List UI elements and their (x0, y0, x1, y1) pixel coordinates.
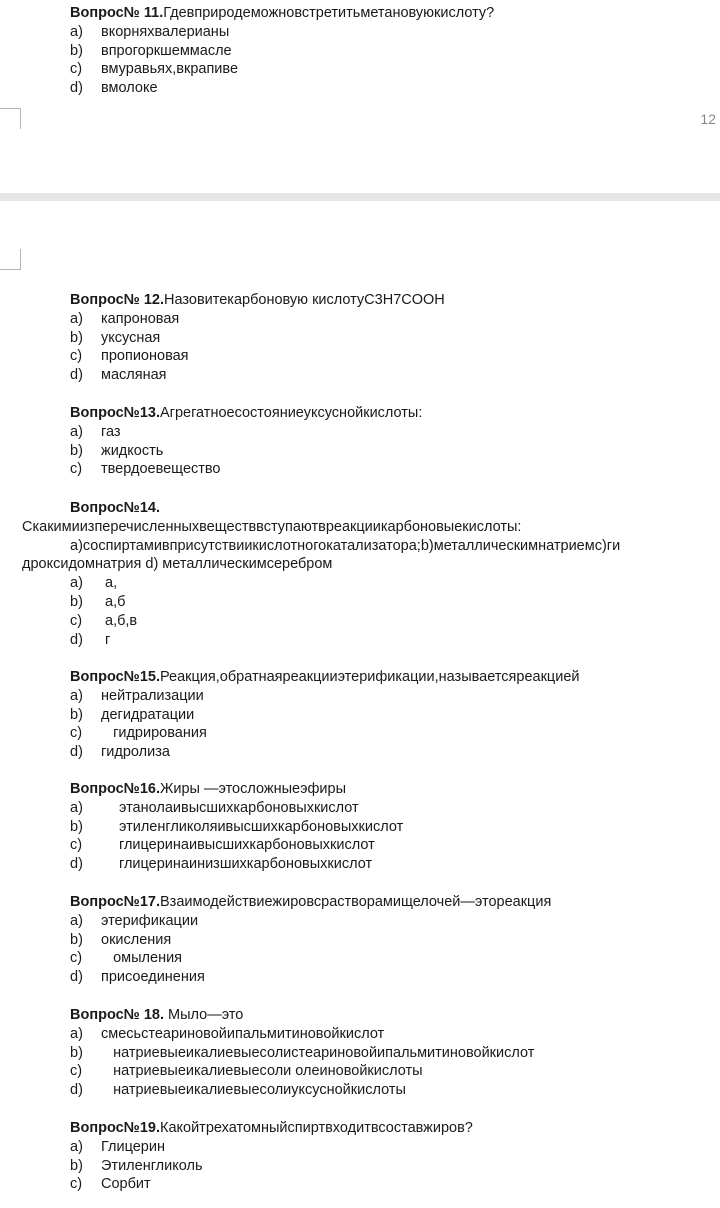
option-text: впрогоркшеммасле (101, 42, 232, 59)
option-text: а, (105, 575, 118, 592)
option (70, 460, 718, 479)
question-13 (70, 404, 718, 479)
option-letter: b) (70, 706, 83, 723)
option-text: нейтрализации (101, 687, 204, 704)
option-letter: c) (70, 837, 83, 854)
option-letter: a) (70, 799, 83, 816)
question-title (22, 499, 720, 518)
option (70, 743, 718, 762)
question-title (70, 893, 718, 912)
question-18 (70, 1006, 718, 1100)
question-label: Вопрос№ 18. (70, 1007, 165, 1023)
option-letter: c) (70, 461, 83, 478)
option-letter: b) (70, 931, 83, 948)
option (70, 724, 718, 743)
page-number: 12 (700, 111, 716, 127)
option (70, 968, 718, 987)
option-text: гидролиза (101, 744, 170, 761)
question-text: Агрегатноесостояниеуксуснойкислоты: (160, 405, 423, 421)
option (70, 60, 718, 79)
option-letter: b) (70, 593, 83, 610)
option-text: Глицерин (101, 1138, 165, 1155)
question-label: Вопрос№14. (70, 500, 160, 516)
option (70, 799, 718, 818)
option-text: масляная (101, 367, 167, 384)
option-letter: d) (70, 969, 83, 986)
crop-mark-top (0, 249, 21, 270)
option-text: гидрирования (101, 725, 207, 742)
question-label: Вопрос№19. (70, 1120, 160, 1136)
option-letter: b) (70, 818, 83, 835)
question-15 (70, 668, 718, 762)
question-title (70, 1119, 718, 1138)
option (70, 423, 718, 442)
option-text: жидкость (101, 442, 164, 459)
option-text: глицеринаинизшихкарбоновыхкислот (119, 856, 373, 873)
option-text: этанолаивысшихкарбоновыхкислот (119, 799, 359, 816)
option (70, 1025, 718, 1044)
option-letter: a) (70, 23, 83, 40)
option-letter: d) (70, 631, 83, 648)
option (70, 612, 720, 631)
option-text: а,б,в (105, 612, 138, 629)
question-label: Вопрос№17. (70, 894, 160, 910)
option-letter: d) (70, 744, 83, 761)
question-14 (22, 499, 720, 649)
option-letter: a) (70, 423, 83, 440)
option-text: смесьстеариновойипальмитиновойкислот (101, 1025, 385, 1042)
question-label: Вопрос№ 11. (70, 5, 164, 21)
option (70, 1138, 718, 1157)
question-label: Вопрос№16. (70, 781, 160, 797)
option-text: натриевыеикалиевыесоли олеиновойкислоты (101, 1063, 423, 1080)
option-text: г (105, 631, 111, 648)
option-letter: a) (70, 912, 83, 929)
page-gap (0, 193, 720, 201)
question-text: Назовитекарбоновую кислотуC3H7COOH (164, 292, 445, 308)
option-letter: c) (70, 348, 83, 365)
option-letter: d) (70, 80, 83, 97)
option (70, 818, 718, 837)
option-text: пропионовая (101, 348, 189, 365)
question-text: Скакимиизперечисленныхвеществвступаютвреакциикарбоновыекислоты: (22, 518, 522, 535)
option-letter: a) (70, 687, 83, 704)
option-text: твердоевещество (101, 461, 221, 478)
question-label: Вопрос№ 12. (70, 292, 165, 308)
option (70, 1044, 718, 1063)
option-letter: b) (70, 1044, 83, 1061)
option (70, 1062, 718, 1081)
option-text: капроновая (101, 310, 180, 327)
question-text: Реакция,обратнаяреакцииэтерификации,называетсяреакцией (160, 669, 580, 685)
option (70, 687, 718, 706)
question-title (70, 780, 718, 799)
option-text: омыления (101, 950, 183, 967)
option-letter: a) (70, 575, 83, 592)
crop-mark-bottom (0, 108, 21, 129)
option (70, 931, 718, 950)
question-text: Жиры —этосложныеэфиры (160, 781, 347, 797)
option (70, 442, 718, 461)
option-text: вмолоке (101, 80, 158, 97)
option (70, 836, 718, 855)
option (70, 949, 718, 968)
question-label: Вопрос№13. (70, 405, 160, 421)
option-text: дегидратации (101, 706, 195, 723)
option-text: уксусная (101, 329, 161, 346)
question-title (70, 668, 718, 687)
option-letter: a) (70, 1138, 83, 1155)
question-text: Какойтрехатомныйспиртвходитвсоставжиров? (160, 1120, 473, 1136)
option (70, 1157, 718, 1176)
question-11 (70, 4, 718, 98)
option-text: а,б (105, 593, 126, 610)
option (70, 42, 718, 61)
option (70, 329, 718, 348)
option (70, 310, 718, 329)
option-text: натриевыеикалиевыесолиуксуснойкислоты (101, 1082, 406, 1099)
option-text: газ (101, 423, 121, 440)
option-letter: d) (70, 1082, 83, 1099)
question-16 (70, 780, 718, 874)
option-letter: b) (70, 442, 83, 459)
option-text: Этиленгликоль (101, 1157, 203, 1174)
question-17 (70, 893, 718, 987)
question-label: Вопрос№15. (70, 669, 160, 685)
option-text: натриевыеикалиевыесолистеариновойипальмитиновойкислот (101, 1044, 535, 1061)
option (70, 912, 718, 931)
option-text: присоединения (101, 969, 205, 986)
option (70, 593, 720, 612)
question-choices-line: дроксидомнатрия d) металлическимсеребром (22, 556, 333, 573)
option (70, 79, 718, 98)
option (70, 23, 718, 42)
option (70, 574, 720, 593)
option-letter: c) (70, 725, 83, 742)
option-letter: c) (70, 612, 83, 629)
question-title (70, 1006, 718, 1025)
option-text: окисления (101, 931, 172, 948)
option (70, 706, 718, 725)
question-19 (70, 1119, 718, 1194)
option-letter: b) (70, 42, 83, 59)
question-title (70, 291, 718, 310)
option-letter: b) (70, 1157, 83, 1174)
option-letter: a) (70, 310, 83, 327)
option (70, 631, 720, 650)
option-text: Сорбит (101, 1176, 151, 1193)
question-text: Взаимодействиежировсрастворамищелочей—этореакция (160, 894, 552, 910)
option-letter: d) (70, 367, 83, 384)
option-text: вкорняхвалерианы (101, 23, 230, 40)
option-text: этерификации (101, 912, 199, 929)
option (70, 855, 718, 874)
options (22, 574, 720, 649)
option-text: этиленгликоляивысшихкарбоновыхкислот (119, 818, 404, 835)
option (70, 347, 718, 366)
option-letter: c) (70, 950, 83, 967)
option-letter: d) (70, 856, 83, 873)
question-12 (70, 291, 718, 385)
option (70, 1081, 718, 1100)
question-title (70, 404, 718, 423)
question-text: Гдевприродеможновстретитьметановуюкислоту? (163, 5, 495, 21)
question-title (70, 4, 718, 23)
option-letter: c) (70, 1063, 83, 1080)
option-letter: c) (70, 1176, 83, 1193)
question-choices-line: a)соспиртамивприсутствиикислотногокатализатора;b)металлическимнатриемс)ги (70, 537, 621, 554)
option-text: вмуравьях,вкрапиве (101, 61, 239, 78)
option-text: глицеринаивысшихкарбоновыхкислот (119, 837, 375, 854)
question-text: Мыло—это (164, 1007, 244, 1023)
option (70, 1175, 718, 1194)
option-letter: c) (70, 61, 83, 78)
option-letter: b) (70, 329, 83, 346)
option (70, 366, 718, 385)
option-letter: a) (70, 1025, 83, 1042)
